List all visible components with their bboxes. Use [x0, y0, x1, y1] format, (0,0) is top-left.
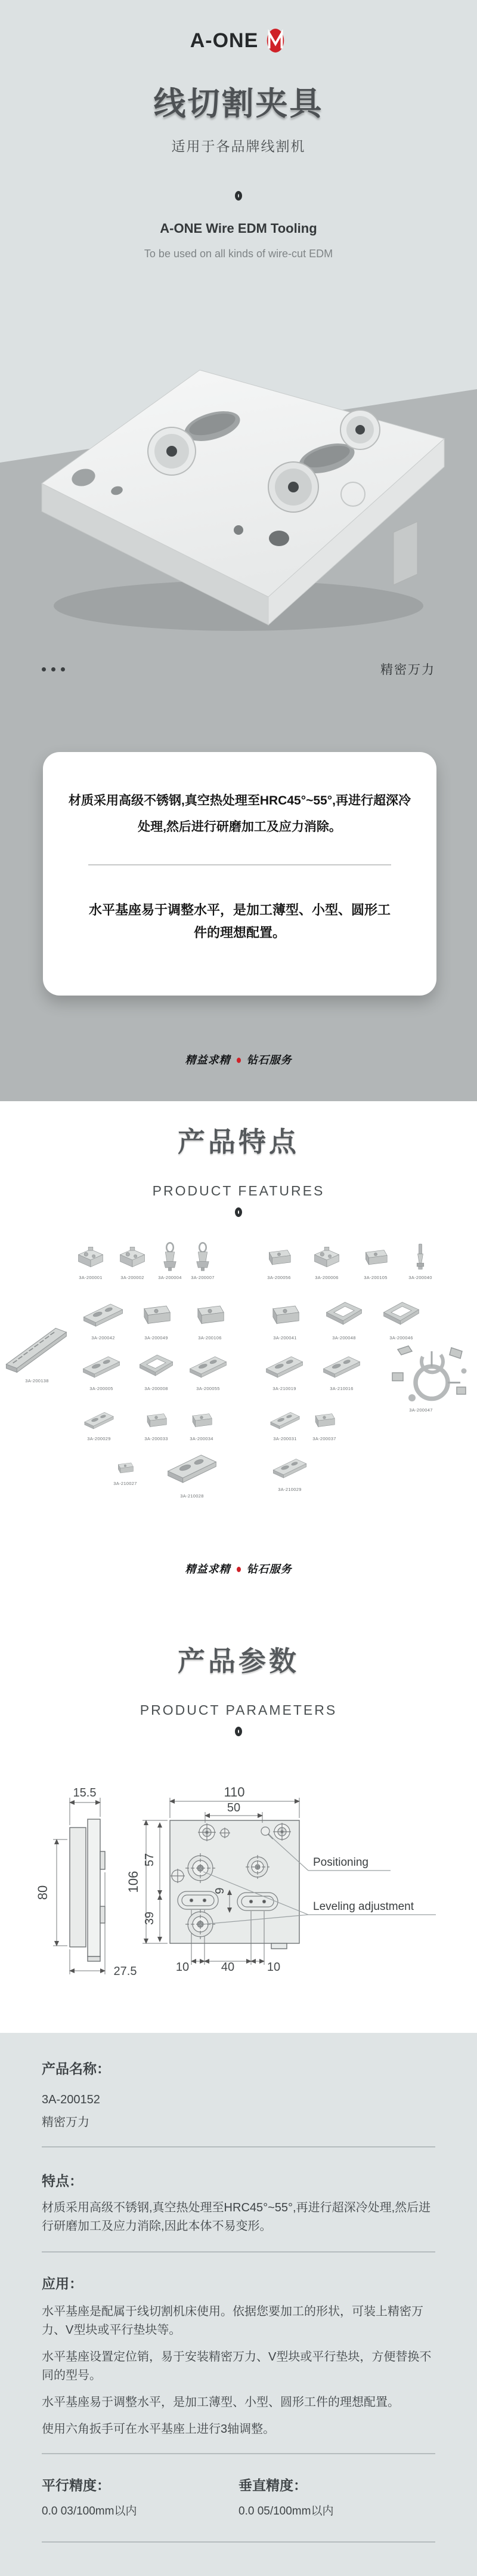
part-plate-icon: [179, 1349, 237, 1383]
part-plate-icon: [313, 1349, 370, 1383]
parameters-subtitle: PRODUCT PARAMETERS: [140, 1702, 337, 1718]
feature-model-label: 3A-210027: [113, 1481, 137, 1486]
part-block-icon: [109, 1457, 142, 1478]
feature-model-label: 3A-200046: [389, 1335, 413, 1341]
parallel-precision-value: 0.0 03/100mm以内: [42, 2505, 137, 2518]
feature-model-label: 3A-210016: [330, 1386, 354, 1391]
feature-item: [166, 1406, 237, 1441]
feature-model-label: 3A-200008: [144, 1386, 168, 1391]
dim-40: 40: [221, 1961, 235, 1974]
dim-50: 50: [227, 1801, 241, 1814]
feature-item: [172, 1349, 244, 1391]
dim-106: 106: [126, 1871, 141, 1893]
product-name-heading: 产品名称：: [42, 2061, 110, 2076]
red-dot-icon: [237, 1567, 241, 1572]
feature-item: [254, 1451, 326, 1492]
slogan-right: 钻石服务: [246, 1054, 292, 1066]
product-photo: [0, 304, 477, 692]
feature-model-label: 3A-200004: [158, 1275, 182, 1280]
dim-57: 57: [143, 1853, 156, 1867]
divider: [42, 2453, 435, 2454]
feature-model-label: 3A-200049: [144, 1335, 168, 1341]
divider: [42, 2541, 435, 2543]
vertical-precision-col: [238, 2476, 435, 2520]
part-clamp-icon: [184, 1241, 222, 1272]
feature-model-label: 3A-200007: [191, 1275, 215, 1280]
part-ruler-icon: [4, 1321, 70, 1376]
ring-icon: [235, 191, 242, 201]
feature-model-label: 3A-200056: [267, 1275, 291, 1280]
product-model: 3A-200152: [42, 2093, 100, 2106]
application-text: 使用六角扳手可在水平基座上进行3轴调整。: [42, 2423, 275, 2436]
feature-model-label: 3A-200055: [196, 1386, 220, 1391]
precision-table: [42, 2476, 435, 2520]
vertical-precision-heading: 垂直精度：: [238, 2478, 307, 2493]
feature-model-label: 3A-200042: [91, 1335, 115, 1341]
brand-slogan: [0, 1557, 477, 1576]
feature-item: [385, 1241, 456, 1280]
intro-section: [0, 692, 477, 1101]
part-block-icon: [176, 1406, 227, 1434]
features-text: 材质采用高级不锈钢,真空热处理至HRC45°~55°,再进行超深冷处理,然后进行研磨加工及应力消除,因此本体不易变形。: [42, 2201, 431, 2233]
feature-model-label: 3A-200105: [364, 1275, 388, 1280]
label-leveling-adjustment: Leveling adjustment: [313, 1900, 414, 1913]
features-title: 产品特点: [178, 1126, 299, 1157]
brand-slogan: [0, 1052, 477, 1067]
material-paragraph: 材质采用高级不锈钢,真空热处理至HRC45°~55°,再进行超深冷处理,然后进行研磨加工及应力消除。: [69, 794, 411, 834]
part-block-icon: [180, 1296, 240, 1333]
feature-model-label: 3A-200041: [273, 1335, 297, 1341]
feature-item: [167, 1241, 238, 1280]
feature-model-label: 3A-200029: [87, 1436, 111, 1441]
feature-model-label: 3A-210019: [272, 1386, 296, 1391]
feature-model-label: 3A-200037: [312, 1436, 336, 1441]
feature-item: [89, 1457, 161, 1486]
part-pin-icon: [401, 1241, 439, 1272]
feature-model-label: 3A-200033: [144, 1436, 168, 1441]
feature-item: [289, 1406, 360, 1441]
parallel-precision-col: [42, 2476, 238, 2520]
feature-item: [174, 1296, 246, 1341]
page-title: 线切割夹具: [153, 86, 324, 122]
application-text: 水平基座是配属于线切割机床使用。依据您要加工的形状，可装上精密万力、V型块或平行垫块等。: [42, 2305, 423, 2337]
part-plate-icon: [256, 1349, 313, 1383]
feature-item: [306, 1349, 377, 1391]
feature-model-label: 3A-200002: [120, 1275, 144, 1280]
application-text: 水平基座设置定位销，易于安装精密万力、V型块或平行垫块，方便替换不同的型号。: [42, 2350, 432, 2382]
feature-model-label: 3A-200005: [89, 1386, 113, 1391]
divider: [42, 2251, 435, 2253]
feature-model-label: 3A-200138: [25, 1378, 49, 1383]
feature-model-label: 3A-210029: [278, 1487, 302, 1492]
feature-model-label: 3A-200031: [273, 1436, 297, 1441]
dim-10-right: 10: [267, 1961, 281, 1974]
feature-model-label: 3A-200047: [409, 1407, 433, 1413]
part-plate-icon: [270, 1451, 309, 1484]
technical-drawing: [0, 1768, 477, 1989]
brand-logo-text: A-ONE: [190, 29, 259, 52]
carousel-dots-icon: [42, 667, 65, 671]
feature-model-label: 3A-200006: [315, 1275, 339, 1280]
label-positioning: Positioning: [313, 1856, 368, 1869]
part-block-icon: [255, 1296, 315, 1333]
application-text: 水平基座易于调整水平，是加工薄型、小型、圆形工件的理想配置。: [42, 2396, 399, 2409]
part-exploded-icon: [385, 1333, 475, 1405]
dim-9: 9: [213, 1887, 227, 1894]
page-subtitle: 适用于各品牌线割机: [171, 138, 306, 154]
product-info-section: [0, 2033, 477, 2576]
brand-logo: [0, 0, 477, 55]
intro-card: [43, 752, 436, 996]
dim-15-5: 15.5: [73, 1786, 97, 1799]
part-frame-icon: [371, 1296, 431, 1333]
part-plate-icon: [163, 1444, 221, 1491]
application-heading: 应用：: [42, 2276, 83, 2291]
slogan-right: 钻石服务: [246, 1563, 292, 1575]
features-subtitle: PRODUCT FEATURES: [152, 1183, 325, 1198]
features-heading: 特点：: [42, 2173, 83, 2189]
dim-110: 110: [224, 1785, 245, 1799]
part-block-icon: [299, 1406, 349, 1434]
page-title-en: A-ONE Wire EDM Tooling: [160, 221, 317, 236]
feature-item: [156, 1444, 228, 1499]
slogan-left: 精益求精: [185, 1054, 231, 1066]
dim-10-left: 10: [175, 1961, 190, 1974]
red-dot-icon: [237, 1058, 241, 1063]
ring-icon: [235, 1207, 242, 1217]
product-photo-section: [0, 304, 477, 692]
product-name: 精密万力: [42, 2116, 89, 2129]
dim-39: 39: [143, 1911, 156, 1925]
dimension-drawing: [33, 1768, 444, 1989]
brand-logo-mark-icon: [264, 26, 287, 55]
ring-icon: [235, 1727, 242, 1736]
divider: [42, 2146, 435, 2147]
slogan-left: 精益求精: [185, 1563, 231, 1575]
parameters-title: 产品参数: [178, 1646, 299, 1677]
hero-section: [0, 0, 477, 304]
feature-model-label: 3A-200001: [79, 1275, 103, 1280]
parallel-precision-heading: 平行精度：: [42, 2478, 110, 2493]
feature-model-label: 3A-200048: [332, 1335, 356, 1341]
feature-item: [1, 1321, 73, 1383]
parameters-section: [0, 1557, 477, 2033]
feature-model-label: 3A-200040: [408, 1275, 432, 1280]
dim-80: 80: [35, 1885, 50, 1900]
photo-caption: 精密万力: [380, 663, 435, 677]
divider: [88, 864, 391, 865]
photo-meta-row: [42, 660, 435, 678]
features-grid: [0, 1226, 477, 1536]
part-frame-icon: [314, 1296, 374, 1333]
feature-model-label: 3A-200106: [198, 1335, 222, 1341]
page-subtitle-en: To be used on all kinds of wire-cut EDM: [144, 248, 333, 260]
feature-model-label: 3A-200034: [190, 1436, 213, 1441]
feature-model-label: 3A-210028: [180, 1493, 204, 1499]
feature-item: [385, 1333, 457, 1413]
dim-27-5: 27.5: [113, 1965, 137, 1978]
leveling-paragraph: 水平基座易于调整水平，是加工薄型、小型、圆形工件的理想配置。: [88, 902, 391, 940]
part-plate-icon: [74, 1406, 124, 1434]
features-section: [0, 1101, 477, 1557]
vertical-precision-value: 0.0 05/100mm以内: [238, 2505, 334, 2518]
